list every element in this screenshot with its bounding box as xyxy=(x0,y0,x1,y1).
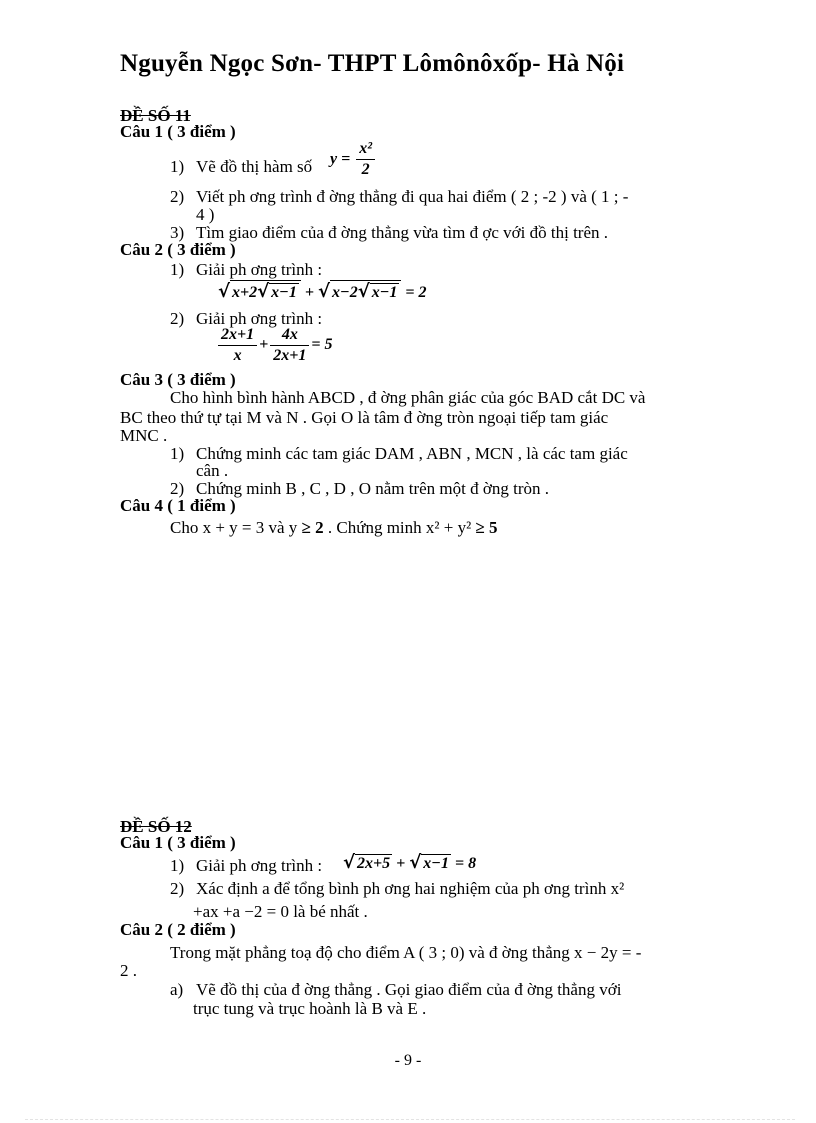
q3-item-2-text: Chứng minh B , C , D , O nằm trên một đ ờng tròn . xyxy=(196,479,549,498)
e12-q2-item-a-line1 xyxy=(170,980,621,1000)
e12-q2-item-a-line2: trục tung và trục hoành là B và E . xyxy=(193,999,427,1018)
radical-sign: √ xyxy=(317,281,330,302)
eq1-term-c: x−2 xyxy=(332,284,358,301)
q4-statement xyxy=(170,518,498,538)
radical-sign: √ xyxy=(343,852,356,873)
radicand xyxy=(330,280,401,302)
q1-item-2-line2: 4 ) xyxy=(196,205,215,224)
eq1-term-b: x−1 xyxy=(271,284,297,301)
fraction-denominator: 2x+1 xyxy=(273,347,307,364)
page-header: Nguyễn Ngọc Sơn- THPT Lômônôxốp- Hà Nội xyxy=(120,50,625,77)
radical-sign: √ xyxy=(357,281,370,302)
q2-item-1-number: 1) xyxy=(170,260,185,279)
question-2-title: Câu 2 ( 2 điểm ) xyxy=(120,920,236,939)
e12-q2-para-line1: Trong mặt phẳng toạ độ cho điểm A ( 3 ; 0) và đ ờng thẳng x − 2y = - xyxy=(170,943,642,962)
q3-para-line2: BC theo thứ tự tại M và N . Gọi O là tâm đ ờng tròn ngoại tiếp tam giác xyxy=(120,408,609,427)
fraction-denominator: 2 xyxy=(361,161,370,178)
q1-item-2-line1 xyxy=(170,187,628,207)
q1-function-formula xyxy=(330,140,377,179)
formula-lhs: y = xyxy=(330,150,351,168)
eq-term-a: 2x+5 xyxy=(357,855,391,872)
q2-equation-1 xyxy=(218,280,427,302)
e12-q1-item-2-line1 xyxy=(170,879,624,899)
q3-item-1-line1 xyxy=(170,444,628,464)
q1-item-1-number: 1) xyxy=(170,157,185,176)
eq-rhs: = 8 xyxy=(454,855,477,872)
eq2-rhs: = 5 xyxy=(311,336,333,354)
eq2-plus: + xyxy=(259,336,269,354)
eq-plus: + xyxy=(396,855,406,872)
q1-item-3-number: 3) xyxy=(170,223,185,242)
q1-item-3-text: Tìm giao điểm của đ ờng thẳng vừa tìm đ ợc với đồ thị trên . xyxy=(196,223,608,242)
radical-sign: √ xyxy=(409,852,422,873)
fraction xyxy=(270,326,309,365)
page-bottom-divider xyxy=(25,1119,795,1120)
question-1-title: Câu 1 ( 3 điểm ) xyxy=(120,122,236,141)
q4-ineq-2: ≥ 5 xyxy=(475,518,498,537)
q2-item-1-text: Giải ph ơng trình : xyxy=(196,260,323,279)
question-1-title: Câu 1 ( 3 điểm ) xyxy=(120,833,236,852)
q3-para-line1: Cho hình bình hành ABCD , đ ờng phân giác của góc BAD cắt DC và xyxy=(170,388,646,407)
radical-sign: √ xyxy=(218,281,231,302)
q1-item-2-text: Viết ph ơng trình đ ờng thẳng đi qua hai điểm ( 2 ; -2 ) và ( 1 ; - xyxy=(196,187,629,206)
fraction-numerator: 2x+1 xyxy=(218,326,257,346)
q2-equation-2 xyxy=(216,326,333,365)
eq1-term-a: x+2 xyxy=(232,284,258,301)
q2-item-1 xyxy=(170,260,322,280)
fraction-numerator: x² xyxy=(356,140,375,160)
q3-item-2-number: 2) xyxy=(170,479,185,498)
fraction-denominator: x xyxy=(233,347,242,364)
q3-item-1-number: 1) xyxy=(170,444,185,463)
e12-q1-item-1 xyxy=(170,856,322,876)
q3-item-1-text: Chứng minh các tam giác DAM , ABN , MCN , là các tam giác xyxy=(196,444,628,463)
e12-q1-item-2-line2: +ax +a −2 = 0 là bé nhất . xyxy=(193,902,368,921)
question-3-title: Câu 3 ( 3 điểm ) xyxy=(120,370,236,389)
eq1-rhs: = 2 xyxy=(405,284,427,301)
exam-title-12: ĐỀ SỐ 12 xyxy=(120,817,192,836)
e12-q1-item-1-number: 1) xyxy=(170,856,185,875)
eq1-term-d: x−1 xyxy=(371,284,398,301)
e12-q2-para-line2: 2 . xyxy=(120,961,137,980)
question-4-title: Câu 4 ( 1 điểm ) xyxy=(120,496,236,515)
q2-item-2-text: Giải ph ơng trình : xyxy=(196,309,323,328)
q4-text-2: . Chứng minh x² + y² xyxy=(327,518,472,537)
radicand xyxy=(230,280,301,302)
e12-q2-item-a-number: a) xyxy=(170,980,184,999)
fraction xyxy=(218,326,257,365)
e12-q1-item-1-text: Giải ph ơng trình : xyxy=(196,856,323,875)
q1-item-1 xyxy=(170,157,312,177)
page-number: - 9 - xyxy=(394,1052,422,1069)
fraction-numerator: 4x xyxy=(270,326,309,346)
exam-title-11: ĐỀ SỐ 11 xyxy=(120,106,191,125)
question-2-title: Câu 2 ( 3 điểm ) xyxy=(120,240,236,259)
e12-q1-equation xyxy=(343,852,476,873)
eq1-plus: + xyxy=(304,284,314,301)
radical-sign: √ xyxy=(257,281,270,302)
q4-ineq-1: ≥ 2 xyxy=(301,518,324,537)
e12-q2-item-a-text: Vẽ đồ thị của đ ờng thẳng . Gọi giao điểm của đ ờng thẳng với xyxy=(196,980,622,999)
eq-term-b: x−1 xyxy=(423,855,449,872)
q1-item-2-number: 2) xyxy=(170,187,185,206)
q4-text-1: Cho x + y = 3 và y xyxy=(170,518,298,537)
e12-q1-item-2-number: 2) xyxy=(170,879,185,898)
q3-para-line3: MNC . xyxy=(120,426,168,445)
fraction xyxy=(356,140,375,179)
q1-item-1-text: Vẽ đồ thị hàm số xyxy=(196,157,313,176)
e12-q1-item-2-text: Xác định a để tổng bình ph ơng hai nghiệm của ph ơng trình x² xyxy=(196,879,625,898)
q2-item-2-number: 2) xyxy=(170,309,185,328)
q3-item-1-line2: cân . xyxy=(196,461,229,480)
